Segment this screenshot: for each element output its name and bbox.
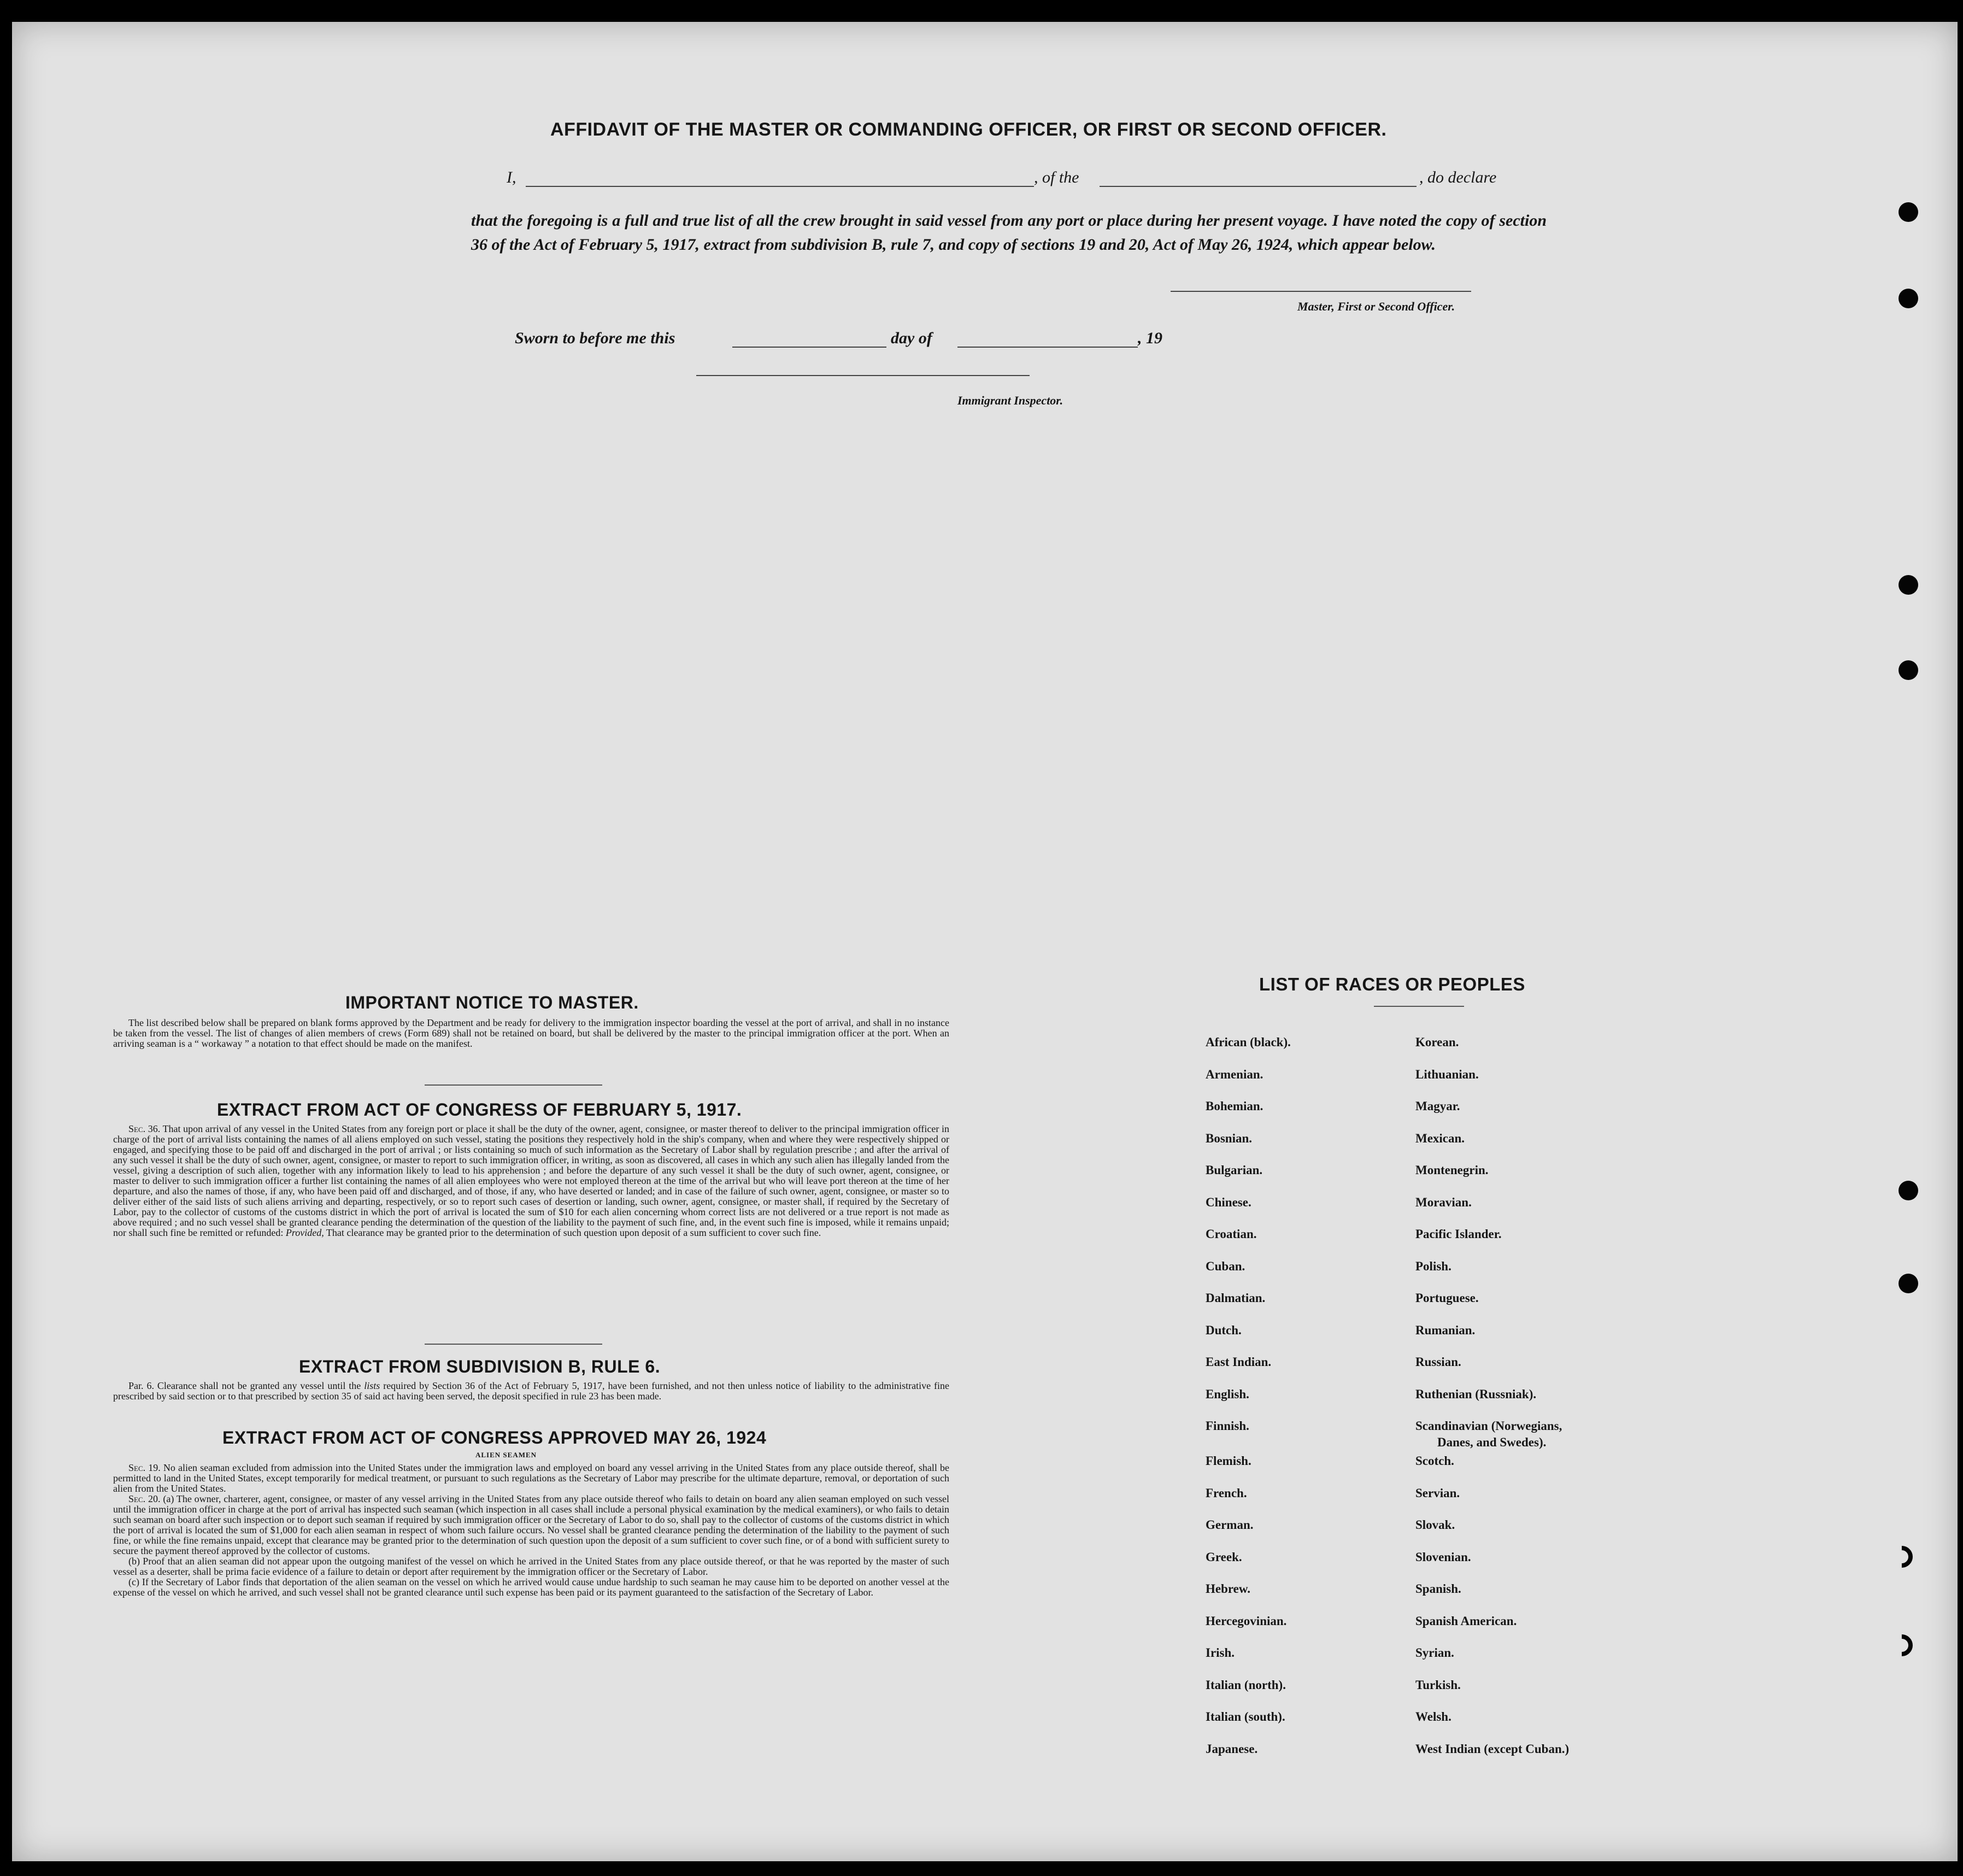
divider [425,1344,602,1345]
extract-rule6-title: EXTRACT FROM SUBDIVISION B, RULE 6. [299,1357,661,1376]
race-item: Armenian. [1206,1067,1263,1081]
race-item: Montenegrin. [1415,1163,1489,1177]
race-item: French. [1206,1486,1247,1500]
race-item: Italian (north). [1206,1678,1286,1692]
race-item: African (black). [1206,1035,1291,1049]
races-title: LIST OF RACES OR PEOPLES [1259,974,1525,994]
notice-text: The list described below shall be prepared on blank forms approved by the Department and be ready for delivery to the immigration inspector boarding the vessel at the port of arrival, and shall in no instance be taken from the vessel. The list of changes of alien members of crews (Form 689) shall not be retained on board, but shall be delivered by the master to the principal immigration officer at the port. When an arriving seaman is a “ workaway ” a notation to that effect should be made on the manifest. [113,1017,949,1049]
race-item-scandinavian: Scandinavian (Norwegians, Danes, and Swedes). [1415,1418,1569,1453]
race-item: Spanish. [1415,1582,1461,1596]
affidavit-declare-label: , do declare [1419,168,1497,186]
inspector-caption: Immigrant Inspector. [957,394,1063,407]
race-item: East Indian. [1206,1355,1272,1369]
race-item: English. [1206,1387,1249,1401]
affidavit-i-label: I, [507,168,516,186]
alien-seamen-subtitle: ALIEN SEAMEN [475,1451,537,1459]
sworn-label: Sworn to before me this [515,329,675,347]
vessel-blank[interactable] [1100,186,1417,187]
master-signature-caption: Master, First or Second Officer. [1297,300,1455,313]
extract-1917-title: EXTRACT FROM ACT OF CONGRESS OF FEBRUARY 5, 1917. [217,1100,742,1119]
extract-1924-title: EXTRACT FROM ACT OF CONGRESS APPROVED MAY 26, 1924 [222,1428,767,1447]
document-page [12,22,1958,1861]
race-item: Dalmatian. [1206,1291,1266,1305]
race-item: Korean. [1415,1035,1459,1049]
race-item: Slovak. [1415,1518,1455,1532]
races-column-1 [1206,1034,1291,1773]
day-of-label: day of [891,329,932,347]
punch-hole [1899,575,1918,595]
race-item: Dutch. [1206,1323,1242,1337]
race-item: Moravian. [1415,1195,1472,1209]
race-item: Hercegovinian. [1206,1614,1287,1628]
inspector-signature-line[interactable] [696,375,1030,376]
race-item: Slovenian. [1415,1550,1471,1564]
race-item: Pacific Islander. [1415,1227,1502,1241]
divider [1374,1006,1464,1007]
race-item: Ruthenian (Russniak). [1415,1387,1537,1401]
extract-1917-text: Sec. 36. That upon arrival of any vessel in the United States from any foreign port or place it shall be the duty of the owner, agent, consignee, or master thereof to deliver to the principal immigration officer in charge of the port of arrival lists containing the names of all aliens employed on such vessel, stating the positions they respectively hold in the ship's company, when and where they were respectively shipped or engaged, and specifying those to be paid off and discharged in the port of arrival ; or lists containing so much of such information as the Secretary of Labor shall by regulation prescribe ; and after the arrival of any such vessel it shall be the duty of such owner, agent, consignee, or master to report to such immigration officer, in writing, as soon as discovered, all cases in which any such alien has illegally landed from the vessel, giving a description of such alien, together with any information likely to lead to his apprehension ; and before the departure of any such vessel it shall be the duty of such owner, agent, consignee, or master to deliver to such immigration officer a further list containing the names of all alien employees who were not employed thereon at the time of the arrival but who will leave port thereon at the time of her departure, and also the names of those, if any, who have been paid off and discharged, and of those, if any, who have deserted or landed; and in case of the failure of such owner, agent, consignee, or master so to deliver either of the said lists of such aliens arriving and departing, respectively, or so to report such cases of desertion or landing, such owner, agent, consignee, or master shall, if required by the Secretary of Labor, pay to the collector of customs of the customs district in which the port of arrival is located the sum of $10 for each alien concerning whom correct lists are not delivered or a true report is not made as above required ; and no such vessel shall be granted clearance pending the determination of the question of the liability to the payment of such fine, and, in the event such fine is imposed, while it remains unpaid; nor shall such fine be remitted or refunded: Provided, That clearance may be granted prior to the determination of such question upon deposit of a sum sufficient to cover such fine. [113,1123,949,1238]
race-item: Lithuanian. [1415,1067,1479,1081]
race-item: Croatian. [1206,1227,1257,1241]
race-item: Scotch. [1415,1454,1454,1468]
race-item: Portuguese. [1415,1291,1479,1305]
race-item: Hebrew. [1206,1582,1250,1596]
extract-rule6-text: Par. 6. Clearance shall not be granted any vessel until the lists required by Section 36 of the Act of February 5, 1917, have been furnished, and not then unless notice of liability to the administrative fine prescribed by said section or to that prescribed by section 35 of said act having been served, the deposit specified in rule 23 has been made. [113,1380,950,1402]
punch-hole [1899,660,1918,680]
punch-hole [1899,1181,1918,1200]
races-column-2 [1415,1034,1569,1773]
affidavit-body: that the foregoing is a full and true list of all the crew brought in said vessel from any port or place during her present voyage. I have noted the copy of section 36 of the Act of February 5, 1917, extract from subdivision B, rule 7, and copy of sections 19 and 20, Act of May 26, 1924, which appear below. [471,212,1547,254]
extract-1924-text: Sec. 19. No alien seaman excluded from admission into the United States under the immigration laws and employed on board any vessel arriving in the United States from any place outside thereof, shall be permitted to land in the United States, except temporarily for medical treatment, or pursuant to such regulations as the Secretary of Labor may prescribe for the ultimate departure, removal, or deportation of such alien from the United States. Sec. 20. (a) The owner, charterer, agent, consignee, or master of any vessel arriving in the United States from any place outside thereof who fails to detain on board any alien seaman employed on such vessel until the immigration officer in charge at the port of arrival has inspected such seaman (which inspection in all cases shall include a personal physical examination by the medical examiners), or who fails to detain such seaman on board after such inspection or to deport such seaman if required by such immigration officer or the Secretary of Labor to do so, shall pay to the collector of customs of the customs district in which the port of arrival is located the sum of $1,000 for each alien seaman in respect of whom such failure occurs. No vessel shall be granted clearance pending the determination of the liability to the payment of such fine, or while the fine remains unpaid, except that clearance may be granted prior to the determination of such question upon the deposit of a sum sufficient to cover such fine, or of a bond with sufficient surety to secure the payment thereof approved by the collector of customs. (b) Proof that an alien seaman did not appear upon the outgoing manifest of the vessel on which he arrived in the United States from any place outside thereof, or that he was reported by the master of such vessel as a deserter, shall be prima facie evidence of a failure to detain or deport after requirement by the immigration officer or the Secretary of Labor. (c) If the Secretary of Labor finds that deportation of the alien seaman on the vessel on which he arrived would cause undue hardship to such seaman he may cause him to be deported on another vessel at the expense of the vessel on which he arrived, and such vessel shall not be granted clearance until such expense has been paid or its payment guaranteed to the satisfaction of the Secretary of Labor. [113,1462,950,1598]
sworn-month-blank[interactable] [957,347,1138,348]
race-item: Spanish American. [1415,1614,1517,1628]
notice-title: IMPORTANT NOTICE TO MASTER. [345,993,639,1012]
divider [425,1084,602,1086]
race-item: Syrian. [1415,1646,1454,1660]
punch-hole [1899,289,1918,308]
race-item: Chinese. [1206,1195,1251,1209]
race-item: Bulgarian. [1206,1163,1263,1177]
race-item: Italian (south). [1206,1710,1285,1723]
race-item: Japanese. [1206,1742,1258,1756]
year-label: , 19 [1138,329,1162,347]
affidavit-title: AFFIDAVIT OF THE MASTER OR COMMANDING OFFICER, OR FIRST OR SECOND OFFICER. [550,119,1387,140]
race-item: Bosnian. [1206,1131,1253,1145]
race-item: Polish. [1415,1259,1451,1273]
race-item: Mexican. [1415,1131,1465,1145]
race-item: German. [1206,1518,1254,1532]
punch-hole [1886,1630,1918,1661]
race-item: Turkish. [1415,1678,1461,1692]
race-item-continuation: Danes, and Swedes). [1437,1435,1547,1449]
race-item: Irish. [1206,1646,1235,1660]
race-item: Finnish. [1206,1419,1249,1433]
master-signature-line[interactable] [1171,291,1471,292]
race-item: Magyar. [1415,1099,1460,1113]
affidavit-of-the-label: , of the [1034,168,1079,186]
punch-hole [1899,202,1918,222]
race-item: Cuban. [1206,1259,1245,1273]
race-item: Flemish. [1206,1454,1251,1468]
punch-hole [1886,1541,1918,1573]
race-item: Greek. [1206,1550,1242,1564]
race-item: Russian. [1415,1355,1461,1369]
sworn-day-blank[interactable] [732,347,886,348]
name-blank[interactable] [526,186,1034,187]
punch-hole [1899,1274,1918,1293]
race-item: Servian. [1415,1486,1460,1500]
race-item: Rumanian. [1415,1323,1476,1337]
race-item: Bohemian. [1206,1099,1263,1113]
race-item: Welsh. [1415,1710,1451,1723]
race-item: West Indian (except Cuban.) [1415,1742,1570,1756]
